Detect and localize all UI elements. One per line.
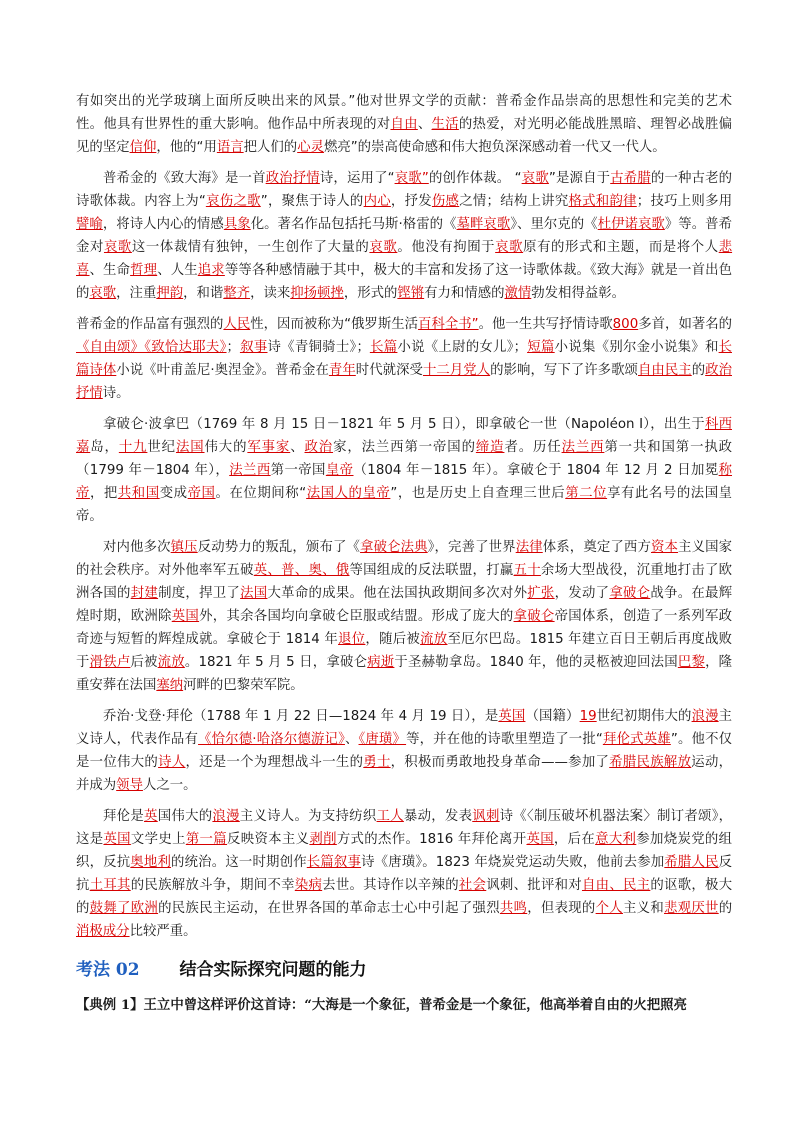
hyperlink[interactable]: 巴黎: [677, 655, 706, 670]
hyperlink[interactable]: 自由民主: [637, 363, 692, 378]
text-run: 勃发相得益彰。: [531, 286, 626, 301]
text-run: 第一帝国: [270, 463, 326, 478]
text-run: ；: [226, 340, 240, 355]
hyperlink[interactable]: 哀歌: [521, 171, 549, 186]
hyperlink[interactable]: 五十: [513, 563, 541, 578]
body-text: [76, 90, 732, 943]
hyperlink[interactable]: 流放: [420, 632, 448, 647]
text-run: 岛，: [90, 440, 119, 455]
text-run: 主义诗人。为支持纺织: [239, 809, 377, 824]
hyperlink[interactable]: 拿破仑法典: [360, 540, 428, 555]
text-run: 人之一。: [142, 778, 197, 793]
text-run: ，隆重安葬在法国: [76, 655, 733, 693]
hyperlink[interactable]: 领导: [116, 778, 143, 793]
text-run: ，后在: [553, 832, 596, 847]
hyperlink[interactable]: 退位: [338, 632, 366, 647]
text-run: 原有的形式和主题，而是将个人: [523, 240, 719, 255]
hyperlink[interactable]: 十二月党人: [422, 363, 491, 378]
text-run: 这一体裁情有独钟，一生创作了大量的: [131, 240, 370, 255]
hyperlink[interactable]: 哀歌: [103, 240, 132, 255]
text-run: 讽刺、批评和对: [486, 878, 582, 893]
text-run: 去世。其诗作以辛辣的: [322, 878, 459, 893]
paragraph: [76, 413, 732, 528]
paragraph: [76, 167, 732, 305]
text-run: 燃亮”的崇高使命感和伟大抱负深深感动着一代又一代人。: [323, 140, 666, 155]
hyperlink[interactable]: 追求: [197, 263, 225, 278]
paragraph: [76, 536, 732, 697]
text-run: 、: [344, 732, 359, 747]
text-run: 方式的杰作。1816 年拜伦离开: [336, 832, 527, 847]
hyperlink[interactable]: 押韵: [156, 286, 184, 301]
text-run: 普希金的《致大海》是一首: [103, 171, 266, 186]
hyperlink[interactable]: 百科全书”: [418, 317, 479, 332]
text-run: 。1821 年 5 月 5 日，拿破仑: [184, 655, 368, 670]
text-run: 反抗: [76, 855, 733, 893]
text-run: 化。著名作品包括托马斯·格雷的《: [250, 217, 457, 232]
hyperlink[interactable]: 扩张: [527, 586, 555, 601]
text-run: 后被: [130, 655, 158, 670]
hyperlink[interactable]: 工人: [376, 809, 404, 824]
hyperlink[interactable]: 塞纳: [156, 678, 184, 693]
text-run: 外，其余各国均向拿破仑臣服或结盟。形成了庞大的: [199, 609, 514, 624]
hyperlink[interactable]: 流放: [157, 655, 185, 670]
text-run: 拿破仑·波拿巴（1769 年 8 月 15 日－1821 年 5 月 5 日），即拿破仑一世（Napoléon I），出生于: [103, 417, 705, 432]
text-run: 多首，如著名的: [638, 317, 733, 332]
hyperlink[interactable]: 奥地利: [130, 855, 172, 870]
text-run: 拜伦是: [103, 809, 145, 824]
hyperlink[interactable]: 具象: [223, 217, 251, 232]
text-run: 诗《唐璜》。1823 年烧炭党运动失败，他前去参加: [361, 855, 665, 870]
hyperlink[interactable]: 政治抒情: [76, 363, 732, 401]
hyperlink[interactable]: 法国: [240, 586, 268, 601]
text-run: ；技巧上则多用: [636, 194, 733, 209]
text-run: 。他没有拘囿于: [397, 240, 496, 255]
text-run: 余场大型战役，沉重地打击了欧洲各国的: [76, 563, 733, 601]
hyperlink[interactable]: 短篇: [527, 340, 555, 355]
hyperlink[interactable]: 譬喻: [76, 217, 103, 232]
text-run: 的: [718, 901, 733, 916]
text-run: 的创作体裁。 “: [428, 171, 522, 186]
text-run: 、: [290, 440, 305, 455]
text-run: 参加烧炭党的组织，反抗: [76, 832, 733, 870]
text-run: 河畔的巴黎荣军院。: [183, 678, 304, 693]
text-run: ，注重: [116, 286, 157, 301]
text-run: 小说《叶甫盖尼·奥涅金》。普希金在: [116, 363, 329, 378]
text-run: ，随后被: [365, 632, 421, 647]
hyperlink[interactable]: 法律: [515, 540, 543, 555]
hyperlink[interactable]: 悲观厌世: [664, 901, 719, 916]
hyperlink[interactable]: 伤感: [431, 194, 460, 209]
hyperlink[interactable]: 英国: [526, 832, 554, 847]
text-run: 、人生: [157, 263, 198, 278]
hyperlink[interactable]: 英: [144, 809, 158, 824]
hyperlink[interactable]: 19: [579, 709, 597, 724]
hyperlink[interactable]: 帝国: [187, 486, 216, 501]
text-run: （1804 年－1815 年）。拿破仑于 1804 年 12 月 2 日加冕: [353, 463, 719, 478]
hyperlink[interactable]: 哀歌: [89, 286, 117, 301]
hyperlink[interactable]: 英国: [498, 709, 526, 724]
hyperlink[interactable]: 希腊人民: [664, 855, 719, 870]
text-run: 世纪: [147, 440, 176, 455]
hyperlink[interactable]: 病逝: [367, 655, 395, 670]
hyperlink[interactable]: 拿破仑: [609, 586, 651, 601]
hyperlink[interactable]: 长篇: [369, 340, 398, 355]
hyperlink[interactable]: 浪漫: [212, 809, 240, 824]
hyperlink[interactable]: 十九: [118, 440, 148, 455]
text-run: ，发动了: [554, 586, 610, 601]
hyperlink[interactable]: 哲理: [130, 263, 158, 278]
text-run: （国籍）: [525, 709, 580, 724]
text-run: 普希金的作品富有强烈的: [76, 317, 224, 332]
text-run: ，把: [89, 486, 118, 501]
hyperlink[interactable]: 人民: [223, 317, 251, 332]
text-run: ，抒发: [390, 194, 432, 209]
hyperlink[interactable]: 称帝: [76, 463, 733, 501]
hyperlink[interactable]: 科西嘉: [76, 417, 732, 455]
hyperlink[interactable]: 长篇叙事: [306, 855, 362, 870]
text-run: 小说《上尉的女儿》；: [397, 340, 528, 355]
hyperlink[interactable]: 拿破仑: [513, 609, 555, 624]
text-run: 把人们的: [243, 140, 298, 155]
hyperlink[interactable]: 法国: [175, 440, 205, 455]
hyperlink[interactable]: 《唐璜》: [358, 732, 407, 747]
hyperlink[interactable]: 滑铁卢: [89, 655, 131, 670]
text-run: 战争。在最辉煌时期，欧洲除: [76, 586, 733, 624]
hyperlink[interactable]: 格式和韵律: [568, 194, 637, 209]
text-run: 诗。: [102, 386, 130, 401]
text-run: 有力和情感的: [424, 286, 505, 301]
text-run: 等国组成的反法联盟，打赢: [349, 563, 514, 578]
text-run: 家，法兰西第一帝国的: [333, 440, 476, 455]
text-run: 至厄尔巴岛。1815 年建立百日王朝后再度战败于: [76, 632, 733, 670]
hyperlink[interactable]: 皇帝: [325, 463, 354, 478]
hyperlink[interactable]: 法兰西: [561, 440, 605, 455]
text-run: 的影响，写下了许多歌颂: [490, 363, 638, 378]
hyperlink[interactable]: 古希腊: [610, 171, 651, 186]
text-run: 》等。普希金对: [76, 217, 733, 255]
text-run: 变成: [159, 486, 188, 501]
hyperlink[interactable]: 勇士: [363, 755, 391, 770]
text-run: 诗《〈制压破坏机器法案〉制订者颂》，这是: [76, 809, 733, 847]
paragraph: [76, 313, 732, 405]
hyperlink[interactable]: 哀歌: [369, 240, 398, 255]
text-run: ，和谐: [183, 286, 224, 301]
text-run: 者。历任: [504, 440, 562, 455]
text-run: 享有此名号的法国皇帝。: [76, 486, 733, 524]
text-run: ”，也是历史上自查理三世后: [390, 486, 566, 501]
text-run: 世纪初期伟大的: [596, 709, 692, 724]
section-tag: 考法 02: [76, 960, 140, 980]
hyperlink[interactable]: 社会: [458, 878, 487, 893]
hyperlink[interactable]: 意大利: [595, 832, 637, 847]
text-run: 性，因而被称为“俄罗斯生活: [250, 317, 419, 332]
hyperlink[interactable]: 抑扬顿挫: [290, 286, 344, 301]
text-run: 反动势力的叛乱，颁布了《: [197, 540, 361, 555]
text-run: 体系，奠定了西方: [542, 540, 651, 555]
hyperlink[interactable]: 军事家: [247, 440, 291, 455]
hyperlink[interactable]: 第二位: [565, 486, 608, 501]
text-run: 制度，捍卫了: [158, 586, 241, 601]
text-run: ，形式的: [343, 286, 398, 301]
text-run: 的统治。这一时期创作: [171, 855, 307, 870]
section-heading: [76, 955, 732, 980]
text-run: 第一共和国第一执政（1799 年－1804 年），: [76, 440, 733, 478]
hyperlink[interactable]: 法国人的皇帝: [306, 486, 391, 501]
text-run: ”，聚焦于诗人的: [260, 194, 364, 209]
text-run: ，积极而勇敢地投身革命——参加了: [390, 755, 610, 770]
text-run: 对内他多次: [103, 540, 171, 555]
text-run: ”是源自于: [548, 171, 611, 186]
hyperlink[interactable]: 资本: [650, 540, 679, 555]
hyperlink[interactable]: 政治: [304, 440, 334, 455]
text-run: ”。他不仅是一位伟大的: [76, 732, 733, 770]
hyperlink[interactable]: 内心: [363, 194, 391, 209]
text-run: 比较严重。: [129, 924, 197, 939]
hyperlink[interactable]: 封建: [130, 586, 159, 601]
text-run: 乔治·戈登·拜伦（1788 年 1 月 22 日—1824 年 4 月 19 日），是: [103, 709, 499, 724]
hyperlink[interactable]: 染病: [294, 878, 323, 893]
text-run: 国伟大的: [157, 809, 213, 824]
text-run: 的一种古老的诗歌体裁。内容上为“: [76, 171, 733, 209]
hyperlink[interactable]: 土耳其: [89, 878, 131, 893]
hyperlink[interactable]: 整齐: [223, 286, 251, 301]
hyperlink[interactable]: 个人: [595, 901, 623, 916]
text-run: ，但表现的: [527, 901, 596, 916]
hyperlink[interactable]: 希腊民族解放: [609, 755, 692, 770]
hyperlink[interactable]: 镇压: [170, 540, 198, 555]
hyperlink[interactable]: 语言: [216, 140, 244, 155]
hyperlink[interactable]: 讽刺: [472, 809, 500, 824]
hyperlink[interactable]: 800: [612, 317, 639, 332]
hyperlink[interactable]: 英国: [103, 832, 131, 847]
hyperlink[interactable]: 政治抒情: [265, 171, 320, 186]
text-run: ，读来: [250, 286, 291, 301]
text-run: 小说集《别尔金小说集》和: [554, 340, 719, 355]
paragraph: [76, 705, 732, 797]
text-run: 、: [417, 117, 432, 132]
hyperlink[interactable]: 长篇诗体: [76, 340, 732, 378]
hyperlink[interactable]: 第一篇: [185, 832, 227, 847]
hyperlink[interactable]: 信仰: [129, 140, 157, 155]
hyperlink[interactable]: 剥削: [309, 832, 337, 847]
hyperlink[interactable]: 缔造: [475, 440, 505, 455]
hyperlink[interactable]: 哀伤之歌: [205, 194, 261, 209]
text-run: 暴动，发表: [403, 809, 473, 824]
hyperlink[interactable]: 哀歌”: [394, 171, 429, 186]
paragraph: [76, 805, 732, 943]
text-run: 时代就深受: [355, 363, 423, 378]
hyperlink[interactable]: 英、普、奥、俄: [253, 563, 350, 578]
hyperlink[interactable]: 鼓舞了欧洲: [89, 901, 159, 916]
hyperlink[interactable]: 铿锵: [397, 286, 425, 301]
text-run: 运动，并成为: [76, 755, 733, 793]
text-run: 等等各种感情融于其中，极大的丰富和发扬了这一诗歌体裁。《致大海》就是一首出色的: [76, 263, 733, 301]
hyperlink[interactable]: 生活: [431, 117, 459, 132]
text-run: 主义国家的社会秩序。对外他率军五破: [76, 540, 733, 578]
section-title: 结合实际探究问题的能力: [179, 960, 367, 980]
text-run: 文学史上: [130, 832, 186, 847]
text-run: 诗，运用了“: [319, 171, 395, 186]
text-run: 、生命: [89, 263, 131, 278]
hyperlink[interactable]: 英国: [171, 609, 200, 624]
text-run: 的民族解放斗争，期间不幸: [130, 878, 295, 893]
text-run: 主义和: [622, 901, 664, 916]
hyperlink[interactable]: 叙事: [239, 340, 268, 355]
text-run: ，将诗人内心的情感: [102, 217, 224, 232]
text-run: 主义诗人，代表作品有: [76, 709, 733, 747]
document-page: [76, 90, 732, 1016]
hyperlink[interactable]: 《自由颂》《致恰达耶夫》: [76, 340, 227, 355]
text-run: 之情；结构上讲究: [459, 194, 569, 209]
text-run: 的讴歌，极大的: [76, 878, 733, 916]
hyperlink[interactable]: 杜伊诺哀歌: [597, 217, 665, 232]
hyperlink[interactable]: 共和国: [117, 486, 160, 501]
hyperlink[interactable]: 拜伦式英雄: [602, 732, 671, 747]
paragraph: [76, 90, 732, 159]
text-run: 于圣赫勒拿岛。1840 年，他的灵柩被迎回法国: [394, 655, 678, 670]
hyperlink[interactable]: 共鸣: [499, 901, 528, 916]
text-run: 的热爱，对光明必能战胜黑暗、理智必战胜偏见的坚定: [76, 117, 733, 155]
hyperlink[interactable]: 激情: [504, 286, 532, 301]
hyperlink[interactable]: 墓畔哀歌: [456, 217, 511, 232]
text-run: 》、里尔克的《: [510, 217, 598, 232]
hyperlink[interactable]: 法兰西: [229, 463, 271, 478]
text-run: 反映资本主义: [227, 832, 310, 847]
text-run: 大革命的成果。他在法国执政期间多次对外: [267, 586, 528, 601]
text-run: 等，并在他的诗歌里塑造了一批“: [406, 732, 603, 747]
text-run: ，他的“用: [156, 140, 217, 155]
hyperlink[interactable]: 《恰尔德·哈洛尔德游记》: [198, 732, 345, 747]
hyperlink[interactable]: 自由、民主: [581, 878, 651, 893]
hyperlink[interactable]: 浪漫: [691, 709, 719, 724]
hyperlink[interactable]: 心灵: [297, 140, 324, 155]
text-run: 。他一生共写抒情诗歌: [478, 317, 613, 332]
hyperlink[interactable]: 消极成分: [76, 924, 130, 939]
hyperlink[interactable]: 诗人: [158, 755, 186, 770]
hyperlink[interactable]: 自由: [390, 117, 418, 132]
text-run: 诗《青铜骑士》；: [267, 340, 370, 355]
hyperlink[interactable]: 青年: [328, 363, 356, 378]
hyperlink[interactable]: 悲喜: [76, 240, 733, 278]
text-run: 的: [691, 363, 706, 378]
text-run: 帝国体系，创造了一系列军政奇迹与短暂的辉煌成就。拿破仑于 1814 年: [76, 609, 733, 647]
example-question: 【典例 1】王立中曾这样评价这首诗：“大海是一个象征，普希金是一个象征，他高举着自由的火把照亮: [76, 997, 687, 1013]
text-run: ，还是一个为理想战斗一生的: [185, 755, 364, 770]
text-run: 有如突出的光学玻璃上面所反映出来的风景。”他对世界文学的贡献：普希金作品崇高的思想性和完美的艺术性。他具有世界性的重大影响。他作品中所表现的对: [76, 94, 732, 132]
text-run: 》，完善了世界: [427, 540, 516, 555]
text-run: 。在位期间称“: [215, 486, 307, 501]
text-run: 的民族民主运动，在世界各国的革命志士心中引起了强烈: [158, 901, 500, 916]
text-run: 伟大的: [204, 440, 248, 455]
hyperlink[interactable]: 哀歌: [495, 240, 524, 255]
